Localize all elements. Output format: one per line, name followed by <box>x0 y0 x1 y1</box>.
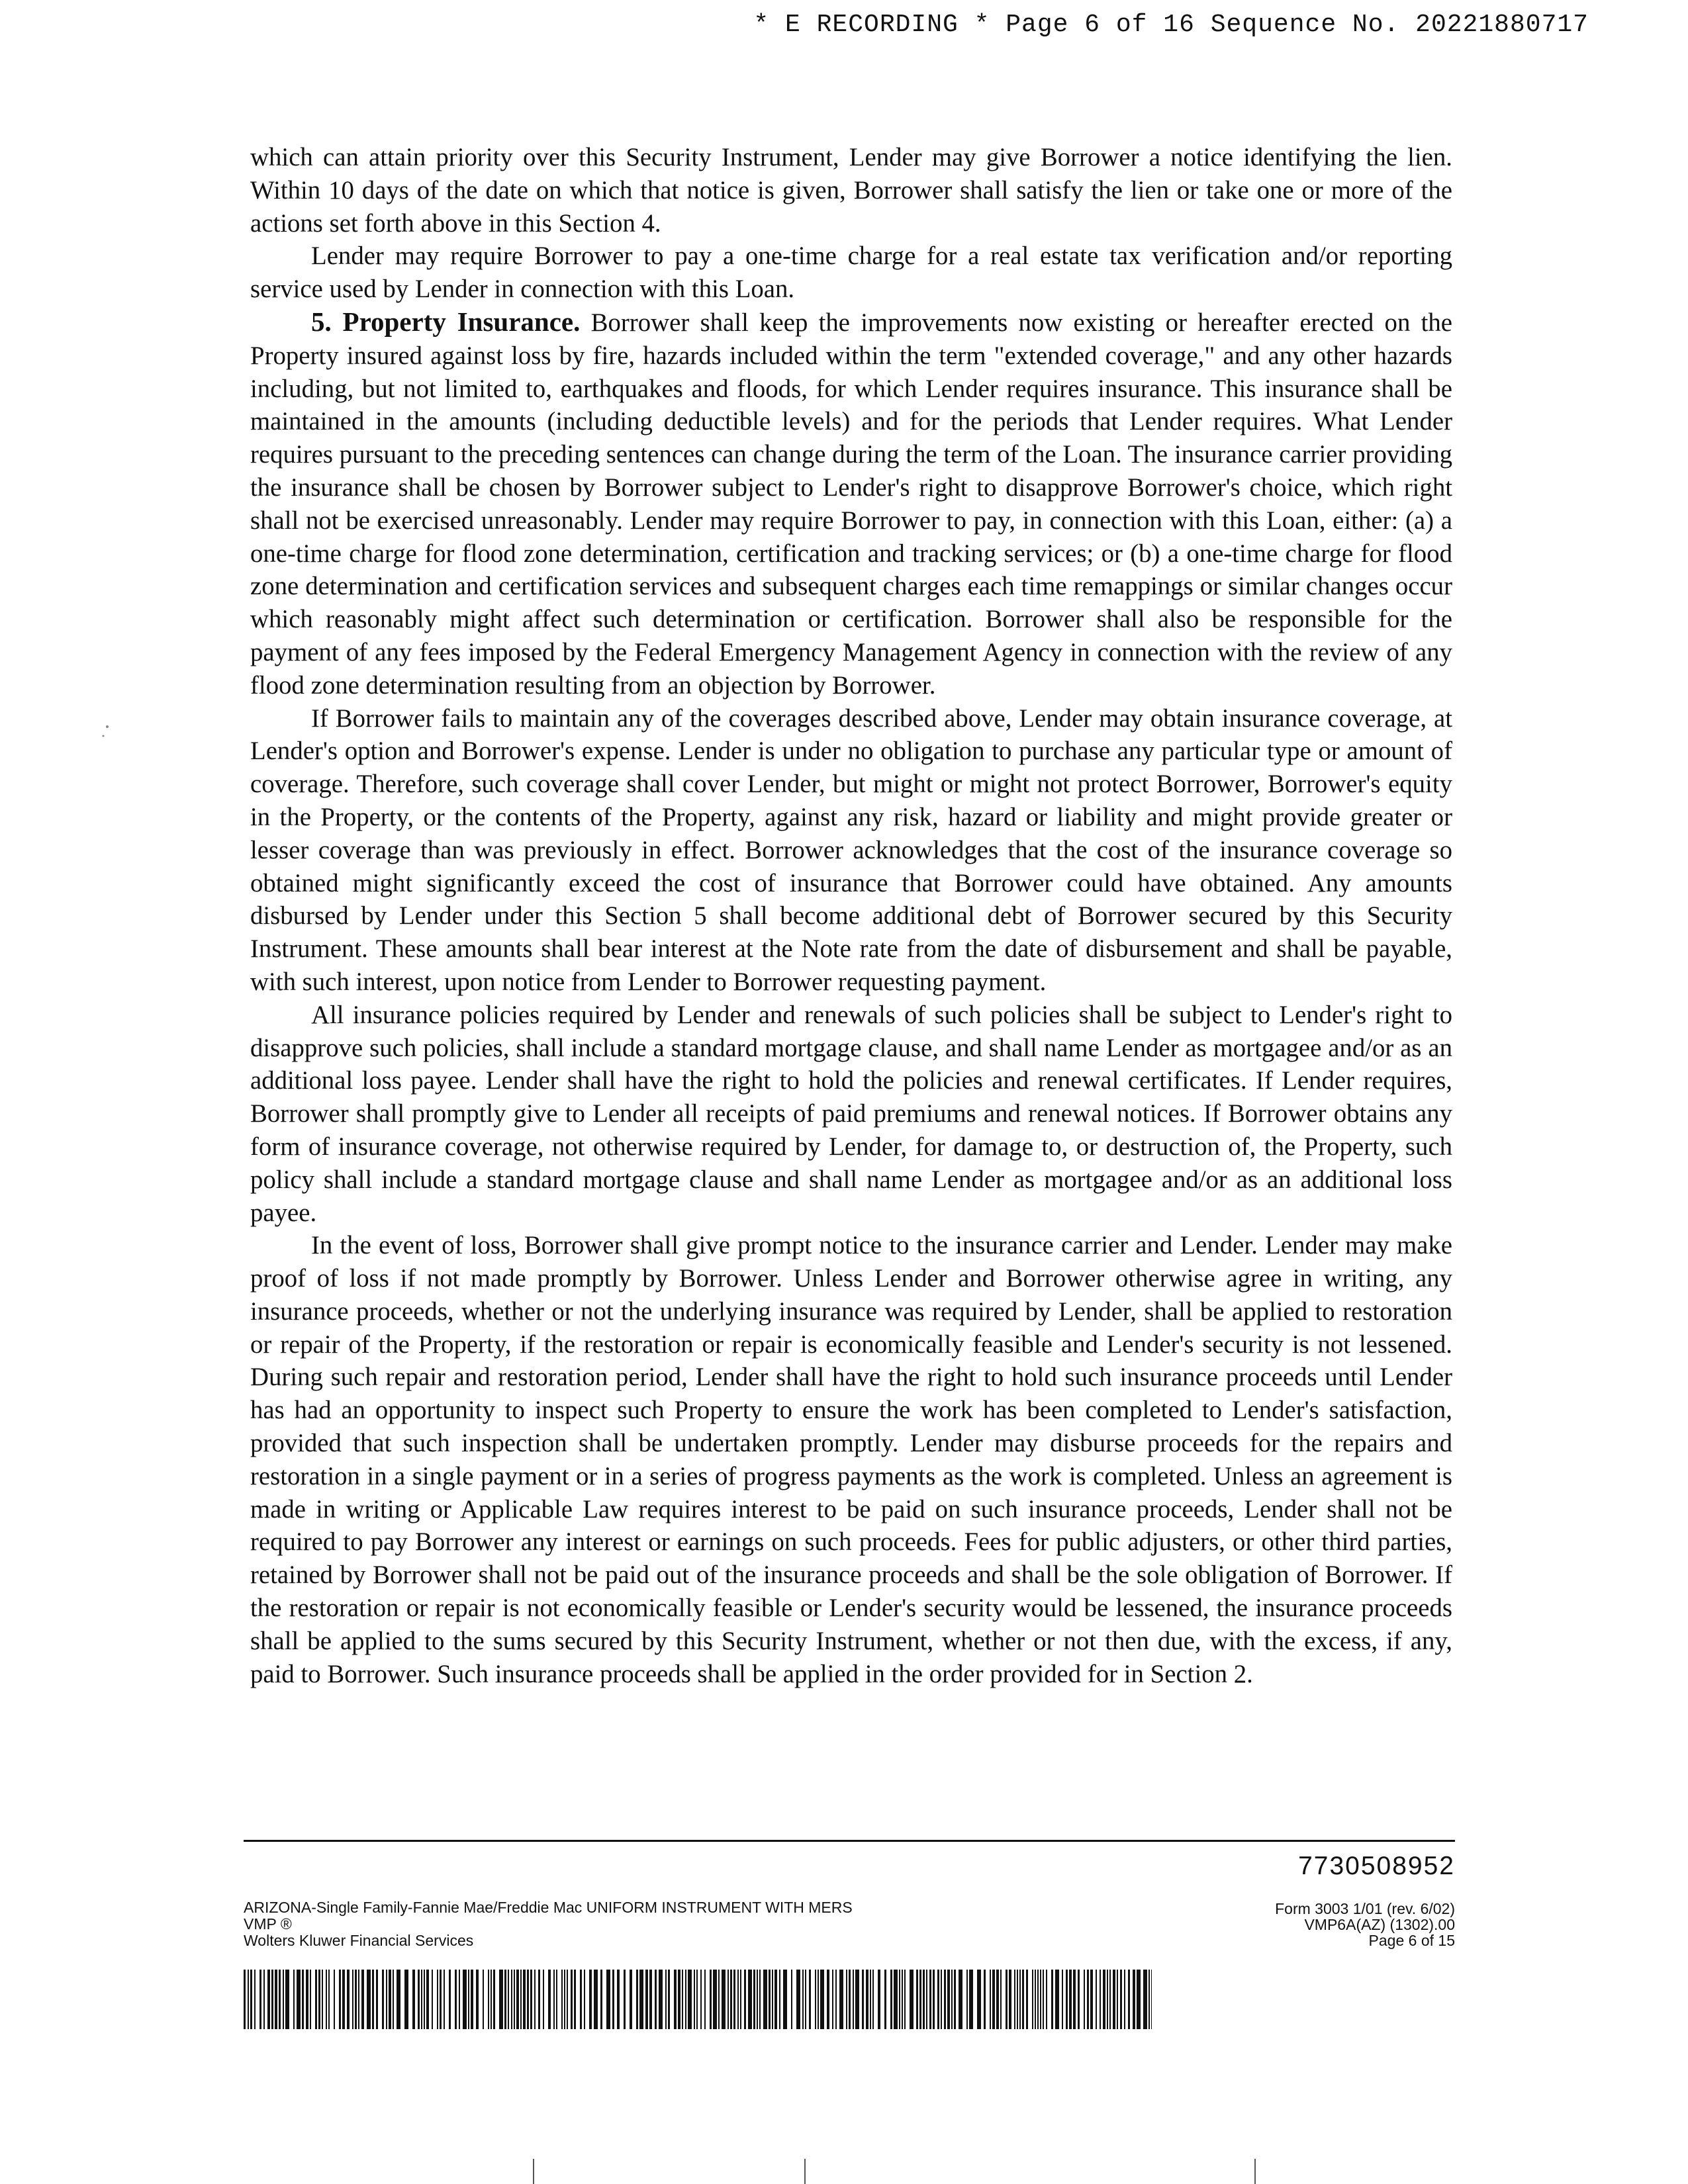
footer-publisher: Wolters Kluwer Financial Services <box>244 1932 474 1949</box>
barcode-bar <box>722 1970 726 2029</box>
barcode-bar <box>1103 1970 1105 2029</box>
barcode-bar <box>1055 1970 1059 2029</box>
barcode-bar <box>449 1970 451 2029</box>
barcode-bar <box>809 1970 811 2029</box>
barcode-bar <box>376 1970 378 2029</box>
footer-vmp-mark: VMP ® <box>244 1915 292 1933</box>
barcode-bar <box>674 1970 677 2029</box>
barcode-bar <box>966 1970 968 2029</box>
section-heading-property-insurance: 5. Property Insurance. <box>311 306 581 337</box>
barcode-bar <box>878 1970 880 2029</box>
barcode-bar <box>951 1970 953 2029</box>
barcode-bar <box>748 1970 752 2029</box>
barcode-bar <box>372 1970 374 2029</box>
barcode-bar <box>564 1970 565 2029</box>
barcode-bar <box>659 1970 663 2029</box>
barcode-bar <box>713 1970 717 2029</box>
barcode-bar <box>499 1970 503 2029</box>
barcode-bar <box>1073 1970 1076 2029</box>
barcode-bar <box>617 1970 620 2029</box>
barcode-bar <box>1066 1970 1068 2029</box>
barcode-bar <box>244 1970 246 2029</box>
barcode-bar <box>1014 1970 1015 2029</box>
barcode-bar <box>933 1970 935 2029</box>
barcode-bar <box>727 1970 729 2029</box>
barcode-bar <box>250 1970 252 2029</box>
barcode-bar <box>1090 1970 1093 2029</box>
loan-number: 7730508952 <box>1298 1852 1455 1880</box>
barcode-bar <box>688 1970 692 2029</box>
barcode-bar <box>740 1970 741 2029</box>
barcode-bar <box>491 1970 492 2029</box>
barcode-bar <box>471 1970 473 2029</box>
barcode-bar <box>468 1970 469 2029</box>
barcode-bar <box>361 1970 364 2029</box>
barcode-bar <box>919 1970 921 2029</box>
barcode-bar <box>1113 1970 1115 2029</box>
barcode-bar <box>418 1970 420 2029</box>
barcode-bar <box>440 1970 442 2029</box>
barcode-bar <box>1137 1970 1141 2029</box>
barcode-bar <box>977 1970 981 2029</box>
barcode-bar <box>923 1970 925 2029</box>
barcode-bar <box>1046 1970 1047 2029</box>
barcode-bar <box>802 1970 804 2029</box>
barcode-bar <box>645 1970 648 2029</box>
barcode-bar <box>285 1970 289 2029</box>
paragraph-event-of-loss: In the event of loss, Borrower shall give prompt notice to the insurance carrier and Lender. Lender may make proof of loss if not made promptly by Borrower. Unless Lender and Borrower otherwise agree in writing, any insurance proceeds, whether or not the underlying insurance was required by Lender, shall be applied to restoration or repair of the Property, if the restoration or repair is economically feasible and Lender's security is not lessened. During such repair and restoration period, Lender shall have the right to hold such insurance proceeds until Lender has had an opportunity to inspect such Property to ensure the work has been completed to Lender's satisfaction, provided that such inspection shall be undertaken promptly. Lender may disburse proceeds for the repairs and restoration in a single payment or in a series of progress payments as the work is completed. Unless an agreement is made in writing or Applicable Law requires interest to be paid on such insurance proceeds, Lender shall not be required to pay Borrower any interest or earnings on such proceeds. Fees for public adjusters, or other third parties, retained by Borrower shall not be paid out of the insurance proceeds and shall be the sole obligation of Borrower. If the restoration or repair is not economically feasible or Lender's security would be lessened, the insurance proceeds shall be applied to the sums secured by this Security Instrument, whether or not then due, with the excess, if any, paid to Borrower. Such insurance proceeds shall be applied in the order provided for in Section 2. <box>250 1231 1452 1688</box>
barcode-bar <box>827 1970 829 2029</box>
paragraph-lien-notice: which can attain priority over this Security Instrument, Lender may give Borrower a notice identifying the lien. Within 10 days of the date on which that notice is given, Borrower shall satisfy the lien or take one or more of the actions set forth above in this Section 4. <box>250 143 1452 238</box>
barcode-bar <box>682 1970 683 2029</box>
barcode-bar <box>624 1970 626 2029</box>
barcode-bar <box>504 1970 506 2029</box>
barcode-bar <box>553 1970 555 2029</box>
barcode-bar <box>248 1970 249 2029</box>
barcode-bar <box>1100 1970 1101 2029</box>
barcode-bar <box>483 1970 484 2029</box>
barcode-bar <box>805 1970 806 2029</box>
barcode-bar <box>862 1970 864 2029</box>
barcode-bar <box>358 1970 359 2029</box>
barcode-bar <box>916 1970 918 2029</box>
barcode-bar <box>318 1970 320 2029</box>
barcode-bar <box>890 1970 892 2029</box>
recording-header: * E RECORDING * Page 6 of 16 Sequence No. 20221880717 <box>753 11 1589 39</box>
barcode-bar <box>944 1970 946 2029</box>
barcode-bar <box>271 1970 273 2029</box>
barcode-bar <box>1143 1970 1147 2029</box>
barcode-bar <box>444 1970 445 2029</box>
footer-form-info <box>1275 1901 1455 1948</box>
barcode-bar <box>367 1970 371 2029</box>
barcode-bar <box>783 1970 787 2029</box>
footer-form-title: ARIZONA-Single Family-Fannie Mae/Freddie Mac UNIFORM INSTRUMENT WITH MERS <box>244 1899 853 1916</box>
barcode-bar <box>849 1970 851 2029</box>
barcode-bar <box>580 1970 582 2029</box>
barcode-bar <box>753 1970 755 2029</box>
barcode-bar <box>996 1970 999 2029</box>
barcode-bar <box>757 1970 758 2029</box>
barcode-bar <box>929 1970 931 2029</box>
barcode-bar <box>870 1970 871 2029</box>
barcode-bar <box>694 1970 695 2029</box>
barcode-bar <box>839 1970 843 2029</box>
barcode-bar <box>733 1970 735 2029</box>
barcode-bar <box>315 1970 317 2029</box>
barcode-bar <box>1035 1970 1036 2029</box>
barcode-bar <box>432 1970 433 2029</box>
barcode-bar <box>267 1970 270 2029</box>
barcode-bar <box>710 1970 712 2029</box>
footer-form-number: Form 3003 1/01 (rev. 6/02) <box>1275 1900 1455 1917</box>
barcode-bar <box>639 1970 643 2029</box>
barcode-bar <box>820 1970 824 2029</box>
barcode-bar <box>853 1970 854 2029</box>
barcode-bar <box>718 1970 720 2029</box>
barcode-bar <box>1032 1970 1033 2029</box>
barcode-bar <box>606 1970 610 2029</box>
barcode-bar <box>1117 1970 1118 2029</box>
barcode-bar <box>334 1970 335 2029</box>
barcode-bar <box>1019 1970 1021 2029</box>
barcode-bar <box>571 1970 573 2029</box>
barcode-bar <box>636 1970 638 2029</box>
barcode-bar <box>855 1970 859 2029</box>
barcode-bar <box>1124 1970 1125 2029</box>
barcode-bar <box>326 1970 327 2029</box>
barcode-bar <box>902 1970 903 2029</box>
barcode-bar <box>347 1970 350 2029</box>
barcode-image <box>244 1970 1152 2029</box>
barcode-bar <box>1133 1970 1135 2029</box>
barcode-bar <box>352 1970 353 2029</box>
barcode-bar <box>959 1970 962 2029</box>
barcode-bar <box>476 1970 479 2029</box>
barcode-bar <box>548 1970 551 2029</box>
barcode-bar <box>947 1970 950 2029</box>
barcode-bar <box>894 1970 898 2029</box>
barcode-bar <box>283 1970 284 2029</box>
barcode-bar <box>846 1970 847 2029</box>
barcode-bar <box>520 1970 522 2029</box>
barcode-bar <box>584 1970 585 2029</box>
barcode-bar <box>612 1970 614 2029</box>
barcode-bar <box>493 1970 495 2029</box>
barcode-bar <box>649 1970 652 2029</box>
barcode-bar <box>665 1970 667 2029</box>
barcode-bar <box>1062 1970 1063 2029</box>
barcode-bar <box>1087 1970 1089 2029</box>
barcode-bar <box>926 1970 927 2029</box>
barcode-bar <box>426 1970 429 2029</box>
barcode-bar <box>556 1970 557 2029</box>
barcode-bar <box>992 1970 995 2029</box>
barcode-bar <box>685 1970 686 2029</box>
barcode-bar <box>937 1970 939 2029</box>
barcode-bar <box>772 1970 773 2029</box>
paragraph-coverage-failure: If Borrower fails to maintain any of the coverages described above, Lender may obtain insurance coverage, at Lender's option and Borrower's expense. Lender is under no obligation to purchase any particular type or amount of coverage. Therefore, such coverage shall cover Lender, but might or might not protect Borrower, Borrower's equity in the Property, or the contents of the Property, against any risk, hazard or liability and might provide greater or lesser coverage than was previously in effect. Borrower acknowledges that the cost of the insurance coverage so obtained might significantly exceed the cost of insurance that Borrower could have obtained. Any amounts disbursed by Lender under this Section 5 shall become additional debt of Borrower secured by this Security Instrument. These amounts shall bear interest at the Note rate from the date of disbursement and shall be payable, with such interest, upon notice from Lender to Borrower requesting payment. <box>250 704 1452 996</box>
barcode-bar <box>543 1970 544 2029</box>
barcode-bar <box>1120 1970 1122 2029</box>
barcode-bar <box>459 1970 460 2029</box>
barcode-bar <box>302 1970 304 2029</box>
barcode-bar <box>818 1970 819 2029</box>
barcode-bar <box>523 1970 526 2029</box>
barcode-bar <box>954 1970 956 2029</box>
barcode-bar <box>589 1970 592 2029</box>
barcode-bar <box>1000 1970 1002 2029</box>
barcode-bar <box>1078 1970 1080 2029</box>
footer-page-number: Page 6 of 15 <box>1368 1932 1455 1949</box>
barcode-bar <box>389 1970 391 2029</box>
barcode-bar <box>884 1970 886 2029</box>
barcode-bar <box>969 1970 973 2029</box>
barcode-bar <box>511 1970 512 2029</box>
barcode-bar <box>910 1970 914 2029</box>
barcode-bar <box>508 1970 509 2029</box>
barcode-bar <box>463 1970 467 2029</box>
barcode-bar <box>600 1970 602 2029</box>
barcode-bar <box>386 1970 387 2029</box>
paragraph-property-insurance-text: Borrower shall keep the improvements now existing or hereafter erected on the Property insured against loss by fire, hazards included within the term "extended coverage," and any other hazards including, but not limited to, earthquakes and floods, for which Lender requires insurance. This insurance shall be maintained in the amounts (including deductible levels) and for the periods that Lender requires. What Lender requires pursuant to the preceding sentences can change during the term of the Loan. The insurance carrier providing the insurance shall be chosen by Borrower subject to Lender's right to disapprove Borrower's choice, which right shall not be exercised unreasonably. Lender may require Borrower to pay, in connection with this Loan, either: (a) a one-time charge for flood zone determination, certification and tracking services; or (b) a one-time charge for flood zone determination and certification services and subsequent charges each time remappings or similar changes occur which reasonably might affect such determination or certification. Borrower shall also be responsible for the payment of any fees imposed by the Federal Emergency Management Agency in connection with the review of any flood zone determination resulting from an objection by Borrower. <box>250 308 1453 700</box>
paragraph-property-insurance <box>250 306 1452 702</box>
barcode-bar <box>1017 1970 1018 2029</box>
barcode-bar <box>737 1970 739 2029</box>
barcode-bar <box>1040 1970 1041 2029</box>
barcode-bar <box>1037 1970 1039 2029</box>
barcode-bar <box>297 1970 301 2029</box>
barcode-bar <box>322 1970 323 2029</box>
barcode-bar <box>704 1970 706 2029</box>
barcode-bar <box>1043 1970 1044 2029</box>
barcode-bar <box>1128 1970 1130 2029</box>
barcode-bar <box>530 1970 532 2029</box>
barcode-bar <box>791 1970 792 2029</box>
barcode-bar <box>355 1970 357 2029</box>
barcode-bar <box>342 1970 345 2029</box>
barcode-bar <box>769 1970 771 2029</box>
barcode-bar <box>796 1970 800 2029</box>
barcode-bar <box>1026 1970 1028 2029</box>
barcode-bar <box>594 1970 598 2029</box>
barcode-bar <box>424 1970 425 2029</box>
barcode-bar <box>990 1970 991 2029</box>
barcode-bar <box>275 1970 277 2029</box>
barcode-bar <box>941 1970 942 2029</box>
barcode-bar <box>254 1970 256 2029</box>
barcode-bar <box>668 1970 670 2029</box>
barcode-bar <box>259 1970 261 2029</box>
barcode-bar <box>538 1970 540 2029</box>
barcode-bar <box>835 1970 837 2029</box>
barcode-bar <box>279 1970 281 2029</box>
barcode-bar <box>263 1970 265 2029</box>
paragraph-tax-verification: Lender may require Borrower to pay a one-time charge for a real estate tax verification and/or reporting service used by Lender in connection with this Loan. <box>250 242 1452 304</box>
barcode-bar <box>514 1970 515 2029</box>
barcode-bar <box>759 1970 761 2029</box>
footer-form-code: VMP6A(AZ) (1302).00 <box>1304 1916 1455 1933</box>
barcode-bar <box>984 1970 986 2029</box>
barcode-bar <box>306 1970 308 2029</box>
barcode-bar <box>1069 1970 1072 2029</box>
barcode-bar <box>1006 1970 1008 2029</box>
barcode-bar <box>1084 1970 1085 2029</box>
barcode-bar <box>421 1970 422 2029</box>
barcode-bar <box>339 1970 341 2029</box>
barcode-bar <box>904 1970 906 2029</box>
paragraph-insurance-policies: All insurance policies required by Lender and renewals of such policies shall be subject to Lender's right to disapprove such policies, shall include a standard mortgage clause, and shall name Lender as mortgagee and/or as an additional loss payee. Lender shall have the right to hold the policies and renewal certificates. If Lender requires, Borrower shall promptly give to Lender all receipts of paid premiums and renewal notices. If Borrower obtains any form of insurance coverage, not otherwise required by Lender, for damage to, or destruction of, the Property, such policy shall include a standard mortgage clause and shall name Lender as mortgagee and/or as an additional loss payee. <box>250 1000 1452 1227</box>
barcode-bar <box>700 1970 702 2029</box>
barcode-bar <box>328 1970 330 2029</box>
barcode-bar <box>567 1970 568 2029</box>
barcode-bar <box>516 1970 519 2029</box>
barcode-bar <box>1096 1970 1097 2029</box>
barcode-bar <box>437 1970 438 2029</box>
document-body <box>250 141 1452 1690</box>
barcode-bar <box>1149 1970 1150 2029</box>
barcode-bar <box>1151 1970 1152 2029</box>
barcode-bar <box>655 1970 657 2029</box>
barcode-bar <box>574 1970 576 2029</box>
barcode-bar <box>872 1970 874 2029</box>
barcode-bar <box>397 1970 400 2029</box>
barcode-bar <box>1051 1970 1053 2029</box>
scan-speck <box>106 725 109 728</box>
barcode-bar <box>412 1970 415 2029</box>
footer-divider <box>244 1840 1455 1842</box>
barcode-bar <box>382 1970 384 2029</box>
barcode-bar <box>1107 1970 1108 2029</box>
barcode-bar <box>561 1970 563 2029</box>
barcode-bar <box>455 1970 457 2029</box>
barcode-bar <box>815 1970 816 2029</box>
barcode-bar <box>1109 1970 1111 2029</box>
barcode-bar <box>1022 1970 1024 2029</box>
barcode-bar <box>534 1970 536 2029</box>
barcode-bar <box>866 1970 868 2029</box>
barcode-bar <box>744 1970 746 2029</box>
barcode-bar <box>527 1970 529 2029</box>
barcode-bar <box>763 1970 767 2029</box>
barcode-bar <box>630 1970 632 2029</box>
scan-speck <box>103 735 105 737</box>
barcode-bar <box>393 1970 394 2029</box>
barcode-bar <box>730 1970 732 2029</box>
barcode-bar <box>310 1970 311 2029</box>
barcode-bar <box>696 1970 698 2029</box>
footer-form-description <box>244 1899 853 1949</box>
barcode-bar <box>899 1970 900 2029</box>
barcode-bar <box>678 1970 680 2029</box>
barcode-bar <box>404 1970 408 2029</box>
barcode-bar <box>488 1970 489 2029</box>
barcode-bar <box>774 1970 777 2029</box>
barcode-bar <box>832 1970 833 2029</box>
barcode-bar <box>1009 1970 1011 2029</box>
barcode-bar <box>293 1970 295 2029</box>
barcode-bar <box>779 1970 780 2029</box>
